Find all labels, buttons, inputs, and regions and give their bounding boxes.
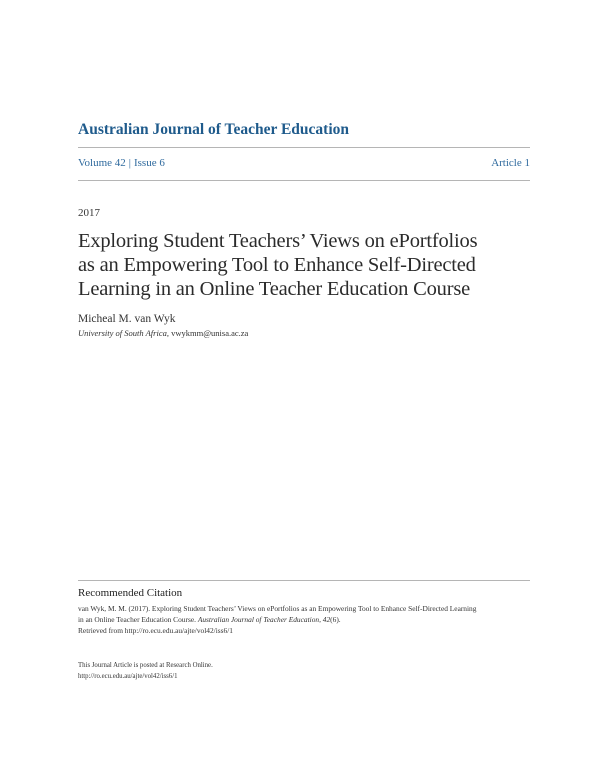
volume-link[interactable]: Volume 42 <box>78 157 126 169</box>
author-institution: University of South Africa <box>78 328 167 338</box>
publication-year: 2017 <box>78 207 100 219</box>
journal-title[interactable]: Australian Journal of Teacher Education <box>78 121 350 138</box>
citation-line <box>78 614 530 625</box>
issue-link[interactable]: Issue 6 <box>133 157 165 169</box>
issue-info <box>78 157 530 169</box>
author-name: Micheal M. van Wyk <box>78 313 176 325</box>
article-title-line: Learning in an Online Teacher Education Course <box>78 278 471 300</box>
citation-text: in an Online Teacher Education Course. <box>78 615 198 624</box>
issue-divider <box>78 180 530 181</box>
footer-url[interactable]: http://ro.ecu.edu.au/ajte/vol42/iss6/1 <box>78 673 178 680</box>
article-title <box>78 229 538 301</box>
article-title-line: as an Empowering Tool to Enhance Self-Directed <box>78 254 476 276</box>
citation-issue: (6). <box>330 615 341 624</box>
footer-note: This Journal Article is posted at Research Online. <box>78 662 213 669</box>
issue-separator: | <box>128 157 131 169</box>
citation-divider <box>78 580 530 581</box>
citation-url[interactable]: Retrieved from http://ro.ecu.edu.au/ajte/vol42/iss6/1 <box>78 626 233 635</box>
citation-journal: Australian Journal of Teacher Education, 42 <box>197 615 331 624</box>
author-email[interactable]: , vwykmm@unisa.ac.za <box>166 328 249 338</box>
recommended-citation-heading: Recommended Citation <box>78 587 183 599</box>
footer <box>78 660 213 682</box>
citation-line: van Wyk, M. M. (2017). Exploring Student Teachers’ Views on ePortfolios as an Empowering Tool to Enhance Self-Directed Learning <box>78 604 477 613</box>
article-title-line: Exploring Student Teachers’ Views on ePortfolios <box>78 230 478 252</box>
recommended-citation <box>78 603 530 636</box>
author-affiliation <box>78 328 248 338</box>
article-number-link[interactable]: Article 1 <box>491 157 530 169</box>
header-divider <box>78 147 530 148</box>
